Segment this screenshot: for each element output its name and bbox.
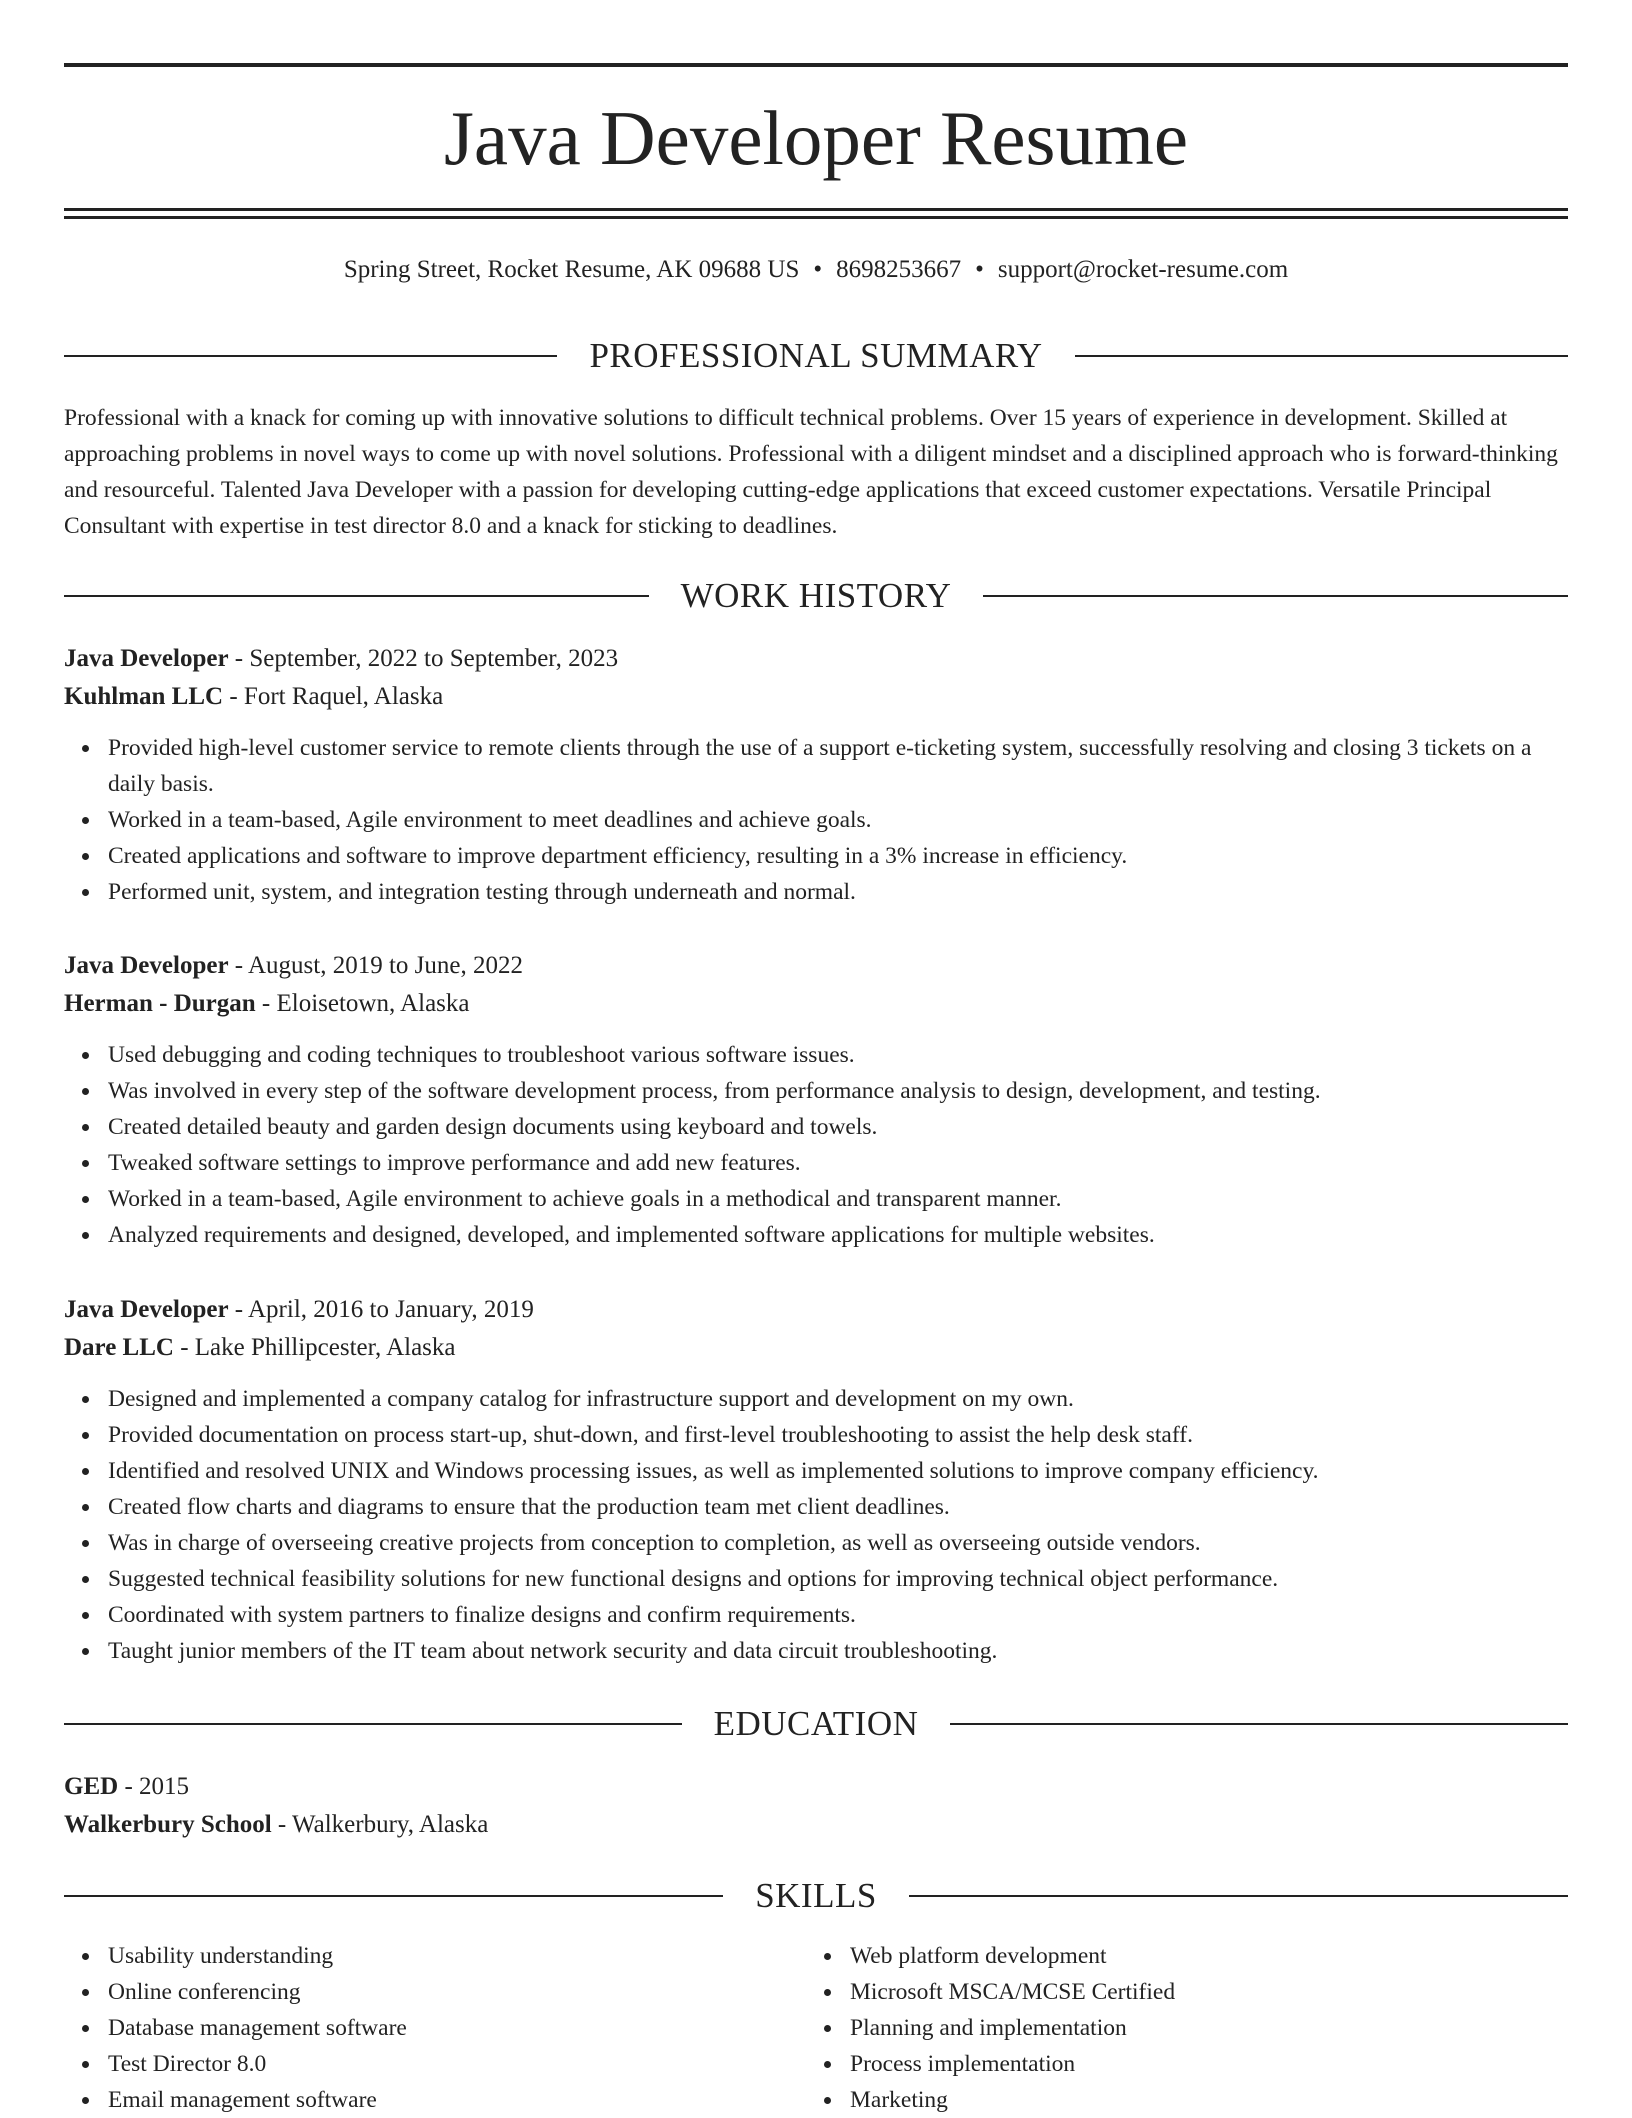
divider-line — [950, 1723, 1568, 1725]
list-item: Planning and implementation — [850, 2010, 1548, 2046]
list-item: Created detailed beauty and garden design documents using keyboard and towels. — [108, 1109, 1568, 1145]
skills-column-right — [806, 1938, 1548, 2118]
job-bullets — [64, 730, 1568, 910]
education-year: - 2015 — [118, 1773, 190, 1800]
job-company: Kuhlman LLC — [64, 683, 224, 710]
education-degree: GED — [64, 1773, 119, 1800]
job-role: Java Developer — [64, 645, 229, 672]
list-item: Created flow charts and diagrams to ensure that the production team met client deadlines. — [108, 1489, 1568, 1525]
education-degree-line — [64, 1768, 1568, 1806]
summary-paragraph: Professional with a knack for coming up with innovative solutions to difficult technical problems. Over 15 years of experience in development. Skilled at approaching problems in novel ways to come up with novel solutions. Professional with a diligent mindset and a disciplined approach who is forward-thinking and resourceful. Talented Java Developer with a passion for developing cutting-edge applications that exceed customer expectations. Versatile Principal Consultant with expertise in test director 8.0 and a knack for sticking to deadlines. — [64, 405, 1558, 539]
education-entry — [64, 1768, 1568, 1844]
header-double-rule-upper — [64, 208, 1568, 211]
header-double-rule-lower — [64, 216, 1568, 219]
job-location: - Lake Phillipcester, Alaska — [173, 1334, 456, 1361]
section-heading-summary — [64, 334, 1568, 378]
list-item: Suggested technical feasibility solutions for new functional designs and options for improving technical object performance. — [108, 1561, 1568, 1597]
contact-separator: • — [975, 256, 984, 283]
job-dates: - August, 2019 to June, 2022 — [228, 952, 523, 979]
resume-title: Java Developer Resume — [443, 95, 1189, 181]
list-item: Provided high-level customer service to remote clients through the use of a support e-ticketing system, successfully resolving and closing 3 tickets on a daily basis. — [108, 730, 1568, 802]
list-item: Email management software — [108, 2082, 806, 2118]
divider-line — [64, 595, 649, 597]
section-heading-education — [64, 1702, 1568, 1746]
contact-address: Spring Street, Rocket Resume, AK 09688 US — [343, 256, 800, 283]
job-role: Java Developer — [64, 952, 229, 979]
list-item: Online conferencing — [108, 1974, 806, 2010]
section-heading-work-history — [64, 574, 1568, 618]
section-heading-skills — [64, 1874, 1568, 1918]
list-item: Taught junior members of the IT team about network security and data circuit troubleshooting. — [108, 1633, 1568, 1669]
education-location: - Walkerbury, Alaska — [271, 1811, 489, 1838]
list-item: Used debugging and coding techniques to troubleshoot various software issues. — [108, 1037, 1568, 1073]
list-item: Analyzed requirements and designed, developed, and implemented software applications for multiple websites. — [108, 1217, 1568, 1253]
skills-column-left — [64, 1938, 806, 2118]
contact-email: support@rocket-resume.com — [997, 256, 1289, 283]
contact-line — [64, 254, 1568, 286]
list-item: Worked in a team-based, Agile environment to meet deadlines and achieve goals. — [108, 802, 1568, 838]
job-bullets — [64, 1037, 1568, 1253]
contact-separator: • — [813, 256, 823, 283]
job-title-line — [64, 1291, 1568, 1329]
list-item: Designed and implemented a company catalog for infrastructure support and development on my own. — [108, 1381, 1568, 1417]
job-location: - Fort Raquel, Alaska — [223, 683, 444, 710]
list-item: Process implementation — [850, 2046, 1548, 2082]
education-school-line — [64, 1806, 1568, 1844]
list-item: Worked in a team-based, Agile environment to achieve goals in a methodical and transparent manner. — [108, 1181, 1568, 1217]
list-item: Was involved in every step of the software development process, from performance analysis to design, development, and testing. — [108, 1073, 1568, 1109]
job-company-line — [64, 985, 1568, 1023]
job-entry — [64, 640, 1568, 910]
section-title: SKILLS — [755, 1876, 877, 1915]
list-item: Was in charge of overseeing creative projects from conception to completion, as well as overseeing outside vendors. — [108, 1525, 1568, 1561]
divider-line — [64, 1723, 682, 1725]
list-item: Microsoft MSCA/MCSE Certified — [850, 1974, 1548, 2010]
section-title: EDUCATION — [713, 1704, 919, 1743]
divider-line — [909, 1895, 1568, 1897]
section-title: PROFESSIONAL SUMMARY — [589, 336, 1043, 375]
job-bullets — [64, 1381, 1568, 1669]
list-item: Provided documentation on process start-up, shut-down, and first-level troubleshooting to assist the help desk staff. — [108, 1417, 1568, 1453]
list-item: Created applications and software to improve department efficiency, resulting in a 3% increase in efficiency. — [108, 838, 1568, 874]
job-entry — [64, 1291, 1568, 1669]
education-school: Walkerbury School — [64, 1811, 272, 1838]
divider-line — [64, 355, 557, 357]
header-top-rule — [64, 63, 1568, 67]
divider-line — [64, 1895, 723, 1897]
list-item: Web platform development — [850, 1938, 1548, 1974]
list-item: Database management software — [108, 2010, 806, 2046]
job-company: Herman - Durgan — [64, 990, 256, 1017]
list-item: Tweaked software settings to improve performance and add new features. — [108, 1145, 1568, 1181]
job-title-line — [64, 947, 1568, 985]
divider-line — [983, 595, 1568, 597]
divider-line — [1075, 355, 1568, 357]
list-item: Identified and resolved UNIX and Windows processing issues, as well as implemented solutions to improve company efficiency. — [108, 1453, 1568, 1489]
job-role: Java Developer — [64, 1296, 229, 1323]
job-location: - Eloisetown, Alaska — [255, 990, 470, 1017]
list-item: Performed unit, system, and integration testing through underneath and normal. — [108, 874, 1568, 910]
job-company-line — [64, 1329, 1568, 1367]
job-company-line — [64, 678, 1568, 716]
list-item: Test Director 8.0 — [108, 2046, 806, 2082]
section-title: WORK HISTORY — [680, 576, 952, 615]
job-company: Dare LLC — [64, 1334, 174, 1361]
skills-list — [64, 1938, 1568, 2118]
list-item: Coordinated with system partners to finalize designs and confirm requirements. — [108, 1597, 1568, 1633]
list-item: Usability understanding — [108, 1938, 806, 1974]
contact-phone: 8698253667 — [836, 256, 962, 283]
job-dates: - April, 2016 to January, 2019 — [228, 1296, 534, 1323]
list-item: Marketing — [850, 2082, 1548, 2118]
job-dates: - September, 2022 to September, 2023 — [228, 645, 619, 672]
job-title-line — [64, 640, 1568, 678]
job-entry — [64, 947, 1568, 1253]
